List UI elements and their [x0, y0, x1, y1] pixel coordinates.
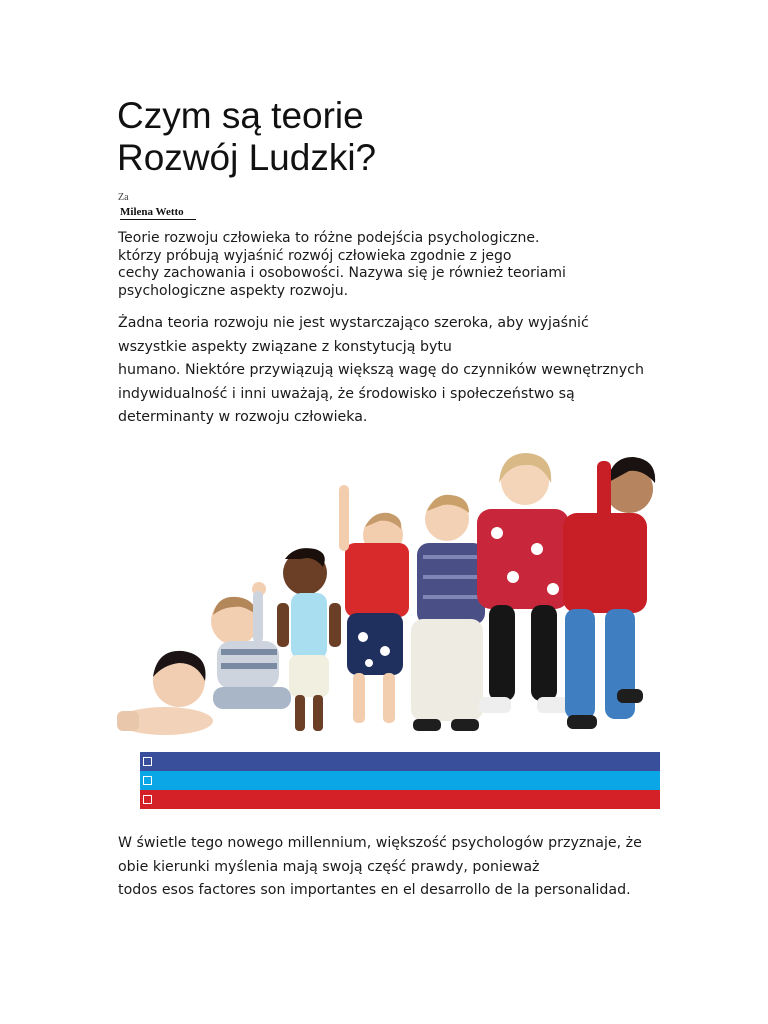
paragraph-millennium	[118, 832, 642, 903]
text-line: indywidualność i inni uważają, że środowisko i społeczeństwo są	[118, 385, 575, 402]
text-line: W świetle tego nowego millennium, większość psychologów przyznaje, że	[118, 835, 642, 851]
child-figure	[339, 485, 409, 723]
text-line: wszystkie aspekty związane z konstytucją bytu	[118, 338, 452, 355]
color-bars	[140, 752, 660, 809]
text-line: humano. Niektóre przywiązują większą wagę do czynników wewnętrznych	[118, 362, 644, 378]
text-line: determinanty w rozwoju człowieka.	[118, 409, 368, 425]
color-bar-blue	[140, 752, 660, 771]
children-growth-illustration	[117, 449, 660, 738]
color-bar-cyan	[140, 771, 660, 790]
checkbox-icon	[143, 776, 152, 785]
checkbox-icon	[143, 795, 152, 804]
text-line: cechy zachowania i osobowości. Nazywa się je również teoriami	[118, 265, 566, 281]
text-line: którzy próbują wyjaśnić rozwój człowieka zgodnie z jego	[118, 247, 512, 264]
child-figure	[477, 453, 569, 713]
text-line: todos esos factores son importantes en el desarrollo de la personalidad.	[118, 882, 631, 898]
author-link[interactable]: Milena Wetto	[120, 206, 196, 220]
text-line: obie kierunki myślenia mają swoją część prawdy, ponieważ	[118, 858, 540, 875]
title-line-2: Rozwój Ludzki?	[117, 137, 377, 178]
checkbox-icon	[143, 757, 152, 766]
text-line: psychologiczne aspekty rozwoju.	[118, 282, 349, 299]
color-bar-red	[140, 790, 660, 809]
child-figure	[117, 651, 213, 735]
paragraph-theories	[118, 312, 644, 430]
byline-label: Za	[118, 192, 129, 203]
child-figure	[411, 495, 485, 731]
text-line: Teorie rozwoju człowieka to różne podejścia psychologiczne.	[118, 230, 540, 246]
paragraph-intro	[118, 230, 566, 300]
title-line-1: Czym są teorie	[117, 95, 364, 136]
text-line: Żadna teoria rozwoju nie jest wystarczająco szeroka, aby wyjaśnić	[118, 315, 589, 331]
child-figure	[563, 457, 655, 729]
page-title	[117, 95, 376, 179]
